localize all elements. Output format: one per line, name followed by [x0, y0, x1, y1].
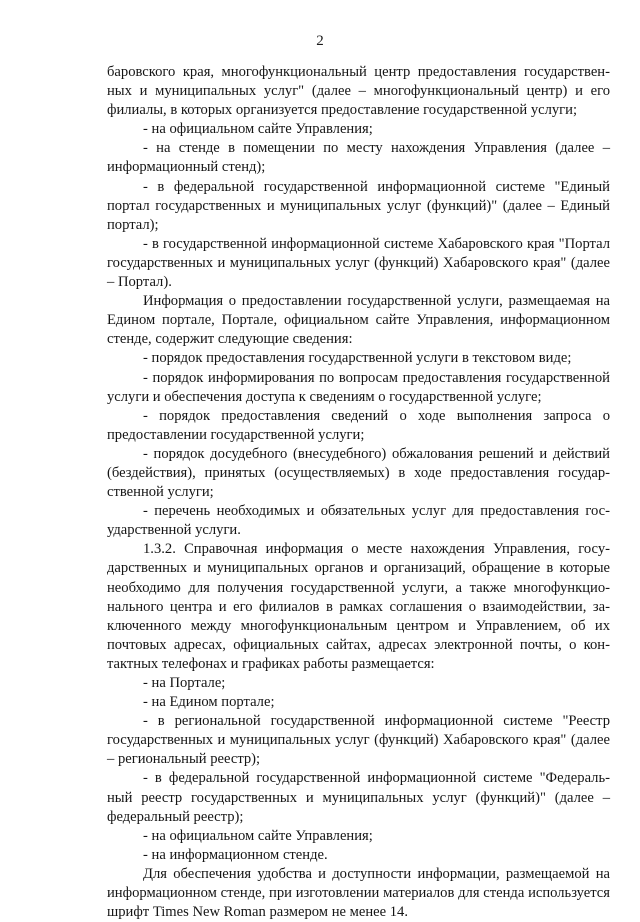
list-item-procedure-text: - порядок предоставления государственной услуги в текстовом виде;: [143, 350, 572, 367]
list-item-regional-portal: - в государственной информационной системе Хабаровского края "Портал государственных и муниципальных услуг (функций) Хабаровского края" (далее – Портал).: [107, 235, 610, 291]
paragraph-section-1-3-2: 1.3.2. Справочная информация о месте нахождения Управления, государственных и муниципальных органов и организаций, обращение в которые необходимо для получения государственной услуги, а также многофункционального центра и его филиалов в рамках соглашения о взаимодействии, заключенного между многофункциональным центром и Управлением, об их почтовых адресах, официальных сайтах, адресах электронной почты, о контактных телефонах и графиках работы размещается:: [107, 541, 610, 672]
paragraph-font-requirement: Для обеспечения удобства и доступности информации, размещаемой на информационном стенде, при изготовлении материалов для стенда используется шрифт Times New Roman размером не менее 14.: [107, 865, 610, 921]
list-item-portal: - на Портале;: [143, 675, 226, 691]
list-item-official-site: - на официальном сайте Управления;: [143, 121, 373, 138]
document-body: [107, 63, 610, 922]
page-number: 2: [316, 33, 324, 49]
paragraph-mfc-continuation: баровского края, многофункциональный центр предоставления государственных и муниципальных услуг" (далее – многофункциональный центр) и его филиалы, в которых организуется предоставление государственной услуги;: [107, 64, 610, 119]
list-item-federal-registry: - в федеральной государственной информационной системе "Федеральный реестр государственных и муниципальных услуг (функций)" (далее – федеральный реестр);: [107, 770, 610, 825]
list-item-unified-portal: - в федеральной государственной информационной системе "Единый портал государственных и муниципальных услуг (функций)" (далее – Единый портал);: [107, 178, 610, 233]
list-item-request-status: - порядок предоставления сведений о ходе выполнения запроса о предоставлении государственной услуги;: [107, 407, 610, 443]
list-item-info-stand-2: - на информационном стенде.: [143, 846, 328, 863]
list-item-info-stand: - на стенде в помещении по месту нахождения Управления (далее – информационный стенд);: [107, 140, 610, 176]
list-item-appeal-procedure: - порядок досудебного (внесудебного) обжалования решений и действий (бездействия), принятых (осуществляемых) в ходе предоставления государственной услуги;: [107, 445, 610, 501]
list-item-regional-registry: - в региональной государственной информационной системе "Реестр государственных и муниципальных услуг (функций) Хабаровского края" (далее – региональный реестр);: [107, 713, 610, 768]
list-item-informing-procedure: - порядок информирования по вопросам предоставления государственной услуги и обеспечения доступа к сведениям о государственной услуге;: [107, 369, 610, 405]
list-item-official-site-2: - на официальном сайте Управления;: [143, 827, 373, 844]
paragraph-info-contents: Информация о предоставлении государственной услуги, размещаемая на Едином портале, Портале, официальном сайте Управления, информационном стенде, содержит следующие сведения:: [107, 293, 610, 348]
list-item-required-services: - перечень необходимых и обязательных услуг для предоставления государственной услуги.: [107, 503, 610, 539]
list-item-unified-portal-2: - на Едином портале;: [143, 694, 275, 711]
